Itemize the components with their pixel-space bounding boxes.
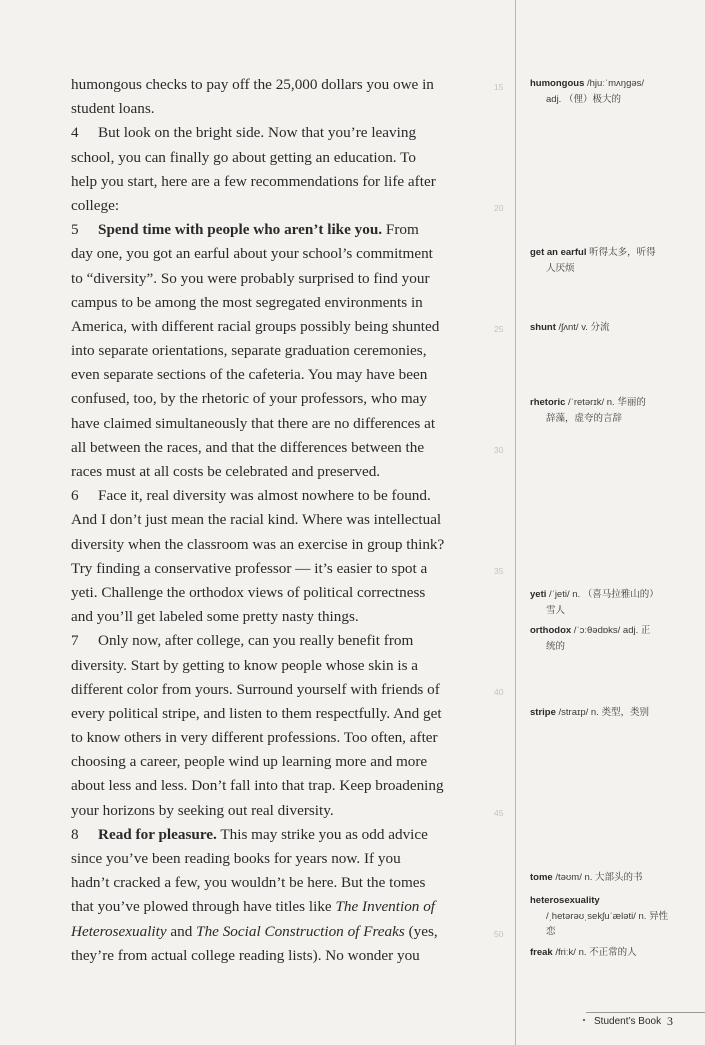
gloss-definition: /ˈɔːθədɒks/ adj. 正 xyxy=(571,625,651,636)
book-title: The Invention of xyxy=(335,898,436,916)
gloss-word: heterosexuality xyxy=(530,895,600,906)
text-line xyxy=(71,97,461,121)
paragraph-number: 6 xyxy=(71,487,79,505)
text-line xyxy=(71,460,461,484)
gloss-definition-continued: 统的 xyxy=(546,640,566,652)
gloss-word: rhetoric xyxy=(530,397,566,408)
gloss-definition: /ˈjeti/ n. （喜马拉雅山的） xyxy=(546,589,659,600)
gloss-definition-continued: 辞藻，虚夸的言辞 xyxy=(546,412,623,424)
text-run: Only now, after college, can you really benefit from xyxy=(98,632,414,650)
text-run: This may strike you as odd advice xyxy=(216,825,428,843)
line-number: 45 xyxy=(494,808,504,818)
book-title: Heterosexuality xyxy=(71,922,167,940)
line-number: 30 xyxy=(494,445,504,455)
text-run: campus to be among the most segregated environments in xyxy=(71,293,423,311)
text-run: to “diversity”. So you were probably surprised to find your xyxy=(71,269,430,287)
gloss-entry xyxy=(530,245,670,276)
line-number: 15 xyxy=(494,82,504,92)
page-footer xyxy=(586,1012,705,1031)
text-line xyxy=(71,508,461,532)
text-line xyxy=(71,871,461,895)
text-run: diversity. Start by getting to know people whose skin is a xyxy=(71,656,419,674)
gloss-definition: 听得太多，听得 xyxy=(586,247,656,258)
gloss-definition-continued: 人厌烦 xyxy=(546,262,575,274)
gloss-definition-continued: adj. （俚）极大的 xyxy=(546,93,621,105)
text-run: confused, too, by the rhetoric of your professors, who may xyxy=(71,390,427,408)
text-run: into separate orientations, separate graduation ceremonies, xyxy=(71,342,427,360)
heading-phrase: Spend time with people who aren’t like you. xyxy=(98,221,383,239)
main-text xyxy=(71,73,461,968)
text-line xyxy=(71,895,461,919)
paragraph-number: 8 xyxy=(71,825,79,843)
gloss-definition: /hjuːˈmʌŋɡəs/ xyxy=(584,78,645,89)
text-run: hadn’t cracked a few, you wouldn’t be here. But the tomes xyxy=(71,874,426,892)
paragraph-number: 7 xyxy=(71,632,79,650)
text-line xyxy=(71,605,461,629)
gloss-word: freak xyxy=(530,947,553,958)
text-line xyxy=(71,847,461,871)
gloss-definition: /təʊm/ n. 大部头的书 xyxy=(552,872,643,883)
text-run: day one, you got an earful about your school’s commitment xyxy=(71,245,433,263)
text-line xyxy=(71,121,461,145)
text-line xyxy=(71,944,461,968)
text-line xyxy=(71,678,461,702)
gloss-word: get an earful xyxy=(530,247,587,258)
paragraph-number: 4 xyxy=(71,124,79,142)
text-line xyxy=(71,363,461,387)
text-run: America, with different racial groups possibly being shunted xyxy=(71,317,440,335)
text-run: and you’ll get labeled some pretty nasty things. xyxy=(71,608,359,626)
gloss-entry xyxy=(530,893,670,940)
text-run: yeti. Challenge the orthodox views of political correctness xyxy=(71,583,426,601)
gloss-entry xyxy=(530,945,670,961)
text-run: Face it, real diversity was almost nowhere to be found. xyxy=(98,487,431,505)
text-run: since you’ve been reading books for years now. If you xyxy=(71,850,401,867)
gloss-definition: /ˈretərɪk/ n. 华丽的 xyxy=(565,397,646,408)
gloss-definition: /friːk/ n. 不正常的人 xyxy=(552,947,637,958)
text-line xyxy=(71,823,461,847)
text-line xyxy=(71,436,461,460)
text-run: different color from yours. Surround yourself with friends of xyxy=(71,680,440,698)
text-line xyxy=(71,702,461,726)
line-number: 40 xyxy=(494,687,504,697)
text-run: help you start, here are a few recommendations for life after xyxy=(71,172,436,190)
text-run: have claimed simultaneously that there are no differences at xyxy=(71,414,436,432)
text-run: (yes, xyxy=(404,922,438,940)
gloss-definition: /straɪp/ n. 类型，类别 xyxy=(555,707,649,718)
text-run: choosing a career, people wind up learning more and more xyxy=(71,753,428,771)
text-run: humongous checks to pay off the 25,000 dollars you owe in xyxy=(71,76,434,93)
gloss-entry xyxy=(530,705,670,721)
text-run: about less and less. Don’t fall into that trap. Keep broadening xyxy=(71,777,444,795)
text-line xyxy=(71,315,461,339)
text-line xyxy=(71,654,461,678)
text-run: they’re from actual college reading lists). No wonder you xyxy=(71,946,420,964)
text-line xyxy=(71,533,461,557)
gloss-entry xyxy=(530,76,670,107)
text-line xyxy=(71,339,461,363)
text-run: every political stripe, and listen to them respectfully. And get xyxy=(71,704,442,722)
line-number: 50 xyxy=(494,929,504,939)
footer-dot xyxy=(583,1019,585,1021)
text-run: to know others in very different professions. Too often, after xyxy=(71,729,438,747)
text-line xyxy=(71,750,461,774)
text-run: diversity when the classroom was an exercise in group think? xyxy=(71,535,445,553)
text-run: that you’ve plowed through have titles like xyxy=(71,898,336,916)
text-run: But look on the bright side. Now that you’re leaving xyxy=(98,124,417,142)
text-run: all between the races, and that the differences between the xyxy=(71,438,425,456)
line-number: 25 xyxy=(494,324,504,334)
text-line xyxy=(71,920,461,944)
text-line xyxy=(71,412,461,436)
line-number: 20 xyxy=(494,203,504,213)
gloss-entry xyxy=(530,320,670,336)
text-line xyxy=(71,267,461,291)
text-line xyxy=(71,73,461,97)
gloss-word: humongous xyxy=(530,78,585,89)
gloss-definition: /ʃʌnt/ v. 分流 xyxy=(555,322,610,333)
text-run: student loans. xyxy=(71,100,155,118)
paragraph-number: 5 xyxy=(71,221,79,239)
text-line xyxy=(71,581,461,605)
text-run: and xyxy=(166,922,197,940)
gloss-entry xyxy=(530,870,670,886)
text-line xyxy=(71,146,461,170)
text-run: And I don’t just mean the racial kind. Where was intellectual xyxy=(71,511,442,529)
text-run: Try finding a conservative professor — it’s easier to spot a xyxy=(71,559,428,577)
column-divider xyxy=(515,0,516,1045)
gloss-word: yeti xyxy=(530,589,547,600)
gloss-definition-continued: /ˌhetərəʊˌsekʃuˈæləti/ n. 异性恋 xyxy=(546,910,669,937)
text-line xyxy=(71,774,461,798)
text-run: From xyxy=(382,221,419,239)
heading-phrase: Read for pleasure. xyxy=(98,825,217,843)
text-line xyxy=(71,291,461,315)
text-line xyxy=(71,170,461,194)
text-run: even separate sections of the cafeteria. You may have been xyxy=(71,366,428,384)
text-run: races must at all costs be celebrated and preserved. xyxy=(71,463,381,480)
gloss-word: tome xyxy=(530,872,553,883)
gloss-entry xyxy=(530,587,670,618)
page-number: 3 xyxy=(667,1014,673,1028)
gloss-entry xyxy=(530,395,670,426)
text-line xyxy=(71,726,461,750)
text-line xyxy=(71,218,461,242)
book-title: The Social Construction of Freaks xyxy=(196,922,405,940)
line-number: 35 xyxy=(494,566,504,576)
footer-book-label: Student’s Book xyxy=(594,1016,662,1027)
text-run: school, you can finally go about getting an education. To xyxy=(71,148,416,166)
text-run: college: xyxy=(71,196,120,214)
text-line xyxy=(71,194,461,218)
gloss-entry xyxy=(530,623,670,654)
text-run: your horizons by seeking out real diversity. xyxy=(71,801,334,819)
text-line xyxy=(71,484,461,508)
text-line xyxy=(71,799,461,823)
gloss-word: stripe xyxy=(530,707,556,718)
text-line xyxy=(71,387,461,411)
gloss-word: shunt xyxy=(530,322,556,333)
text-line xyxy=(71,629,461,653)
text-line xyxy=(71,557,461,581)
gloss-word: orthodox xyxy=(530,625,572,636)
gloss-definition-continued: 雪人 xyxy=(546,604,566,616)
text-line xyxy=(71,242,461,266)
